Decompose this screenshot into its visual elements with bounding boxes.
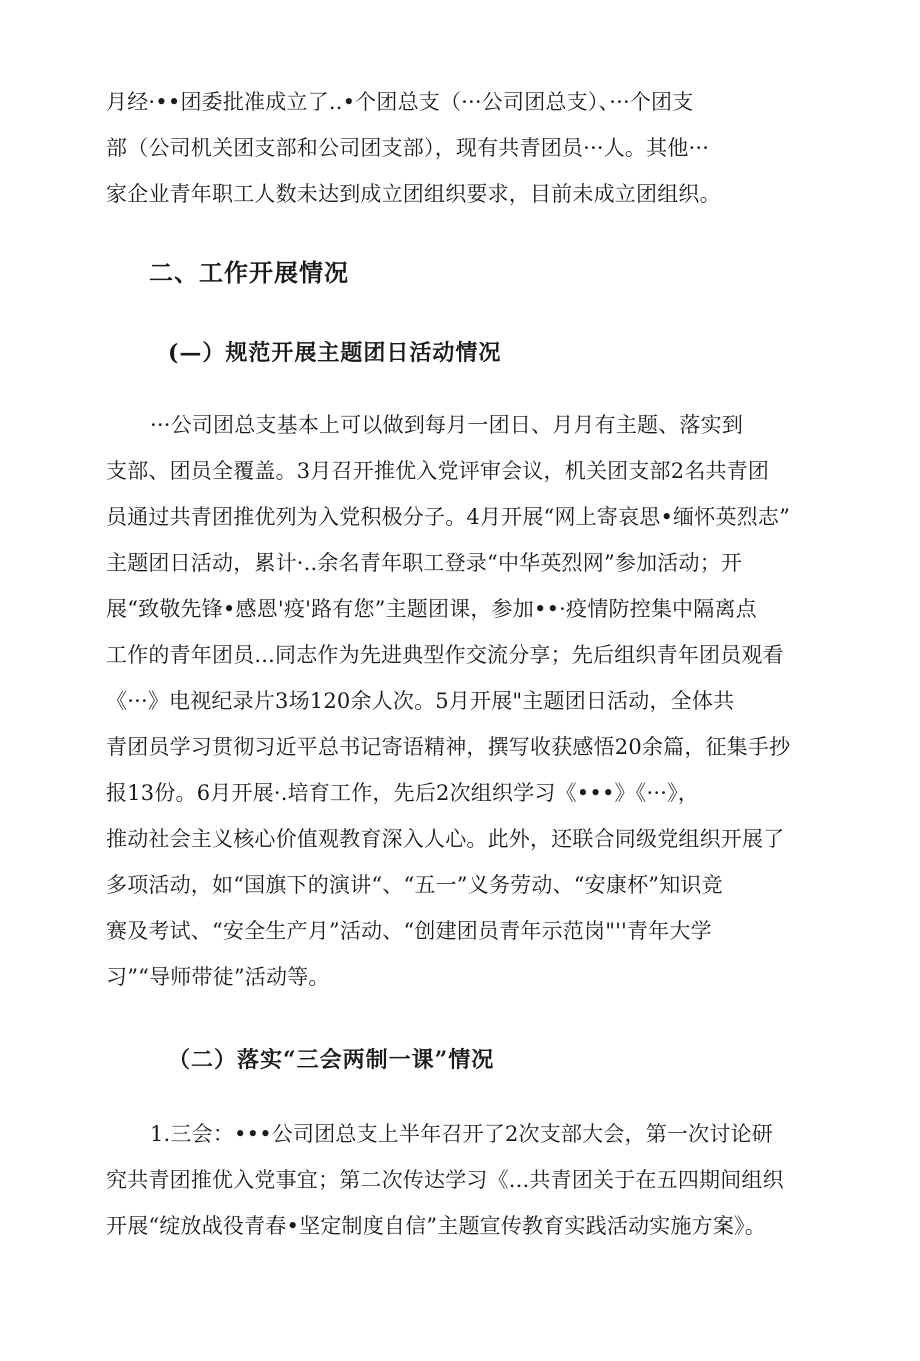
body-line-13: 习”“导师带徒”活动等。 (106, 965, 330, 989)
body-line-2: 支部、团员全覆盖。3月召开推优入党评审会议，机关团支部2名共青团 (106, 459, 770, 483)
intro-line-3: 家企业青年职工人数未达到成立团组织要求，目前未成立团组织。 (106, 182, 721, 206)
body-line-6: 工作的青年团员...同志作为先进典型作交流分享；先后组织青年团员观看 (106, 643, 784, 667)
intro-line-1: 月经·••团委批准成立了..•个团总支（···公司团总支）、···个团支 (106, 90, 694, 114)
body-line-5: 展“致敬先锋•感恩'疫'路有您”主题团课，参加••·疫情防控集中隔离点 (106, 597, 757, 621)
body-line-12: 赛及考试、“安全生产月”活动、“创建团员青年示范岗"''青年大学 (106, 919, 712, 943)
body-line-9: 报13份。6月开展·.培育工作，先后2次组织学习《•••》《···》， (106, 781, 699, 805)
body-line-11: 多项活动，如“国旗下的演讲“、“五一”义务劳动、“安康杯”知识竞 (106, 873, 723, 897)
body-line-7: 《···》电视纪录片3场120余人次。5月开展"主题团日活动，全体共 (106, 689, 735, 713)
subsection-heading-1: (—）规范开展主题团日活动情况 (168, 340, 502, 366)
body-line-8: 青团员学习贯彻习近平总书记寄语精神，撰写收获感悟20余篇，征集手抄 (106, 735, 791, 759)
intro-line-2: 部（公司机关团支部和公司团支部），现有共青团员···人。其他··· (106, 136, 710, 160)
subsection-heading-2: （二）落实“三会两制一课”情况 (168, 1047, 495, 1073)
body-line-10: 推动社会主义核心价值观教育深入人心。此外，还联合同级党组织开展了 (106, 827, 785, 851)
body-line-3: 员通过共青团推优列为入党积极分子。4月开展“网上寄哀思•缅怀英烈志” (106, 505, 791, 529)
body2-line-3: 开展“绽放战役青春•坚定制度自信”主题宣传教育实践活动实施方案》。 (106, 1214, 766, 1238)
body2-line-2: 究共青团推优入党事宜；第二次传达学习《...共青团关于在五四期间组织 (106, 1168, 784, 1192)
section-heading: 二、工作开展情况 (149, 259, 349, 287)
body2-line-1: 1.三会：•••公司团总支上半年召开了2次支部大会，第一次讨论研 (150, 1122, 773, 1146)
body-line-4: 主题团日活动，累计·..余名青年职工登录“中华英烈网”参加活动；开 (106, 551, 743, 575)
body-line-1: ···公司团总支基本上可以做到每月一团日、月月有主题、落实到 (150, 413, 744, 437)
